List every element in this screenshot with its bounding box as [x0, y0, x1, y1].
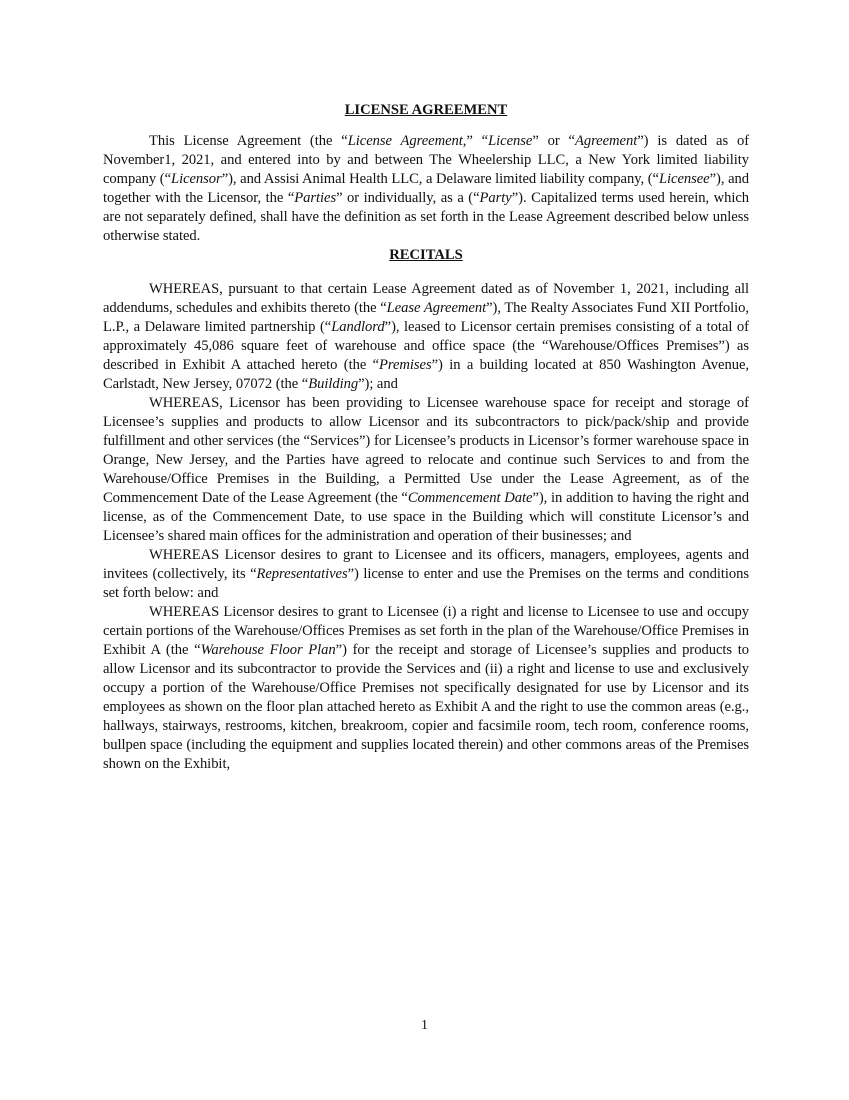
text-run: ”) is dated as of November1, 2021, and entered into by and between The Wheelership LLC, a New York limited liability company (“ — [103, 133, 750, 187]
defined-term: Representatives — [256, 566, 348, 582]
defined-term: Licensee — [658, 171, 710, 187]
text-run: ”), leased to Licensor certain premises consisting of a total of approximately 45,086 square feet of warehouse and office space (the “Warehouse/Offices Premises”) as described in Exhibit A attached hereto (the “ — [103, 319, 749, 373]
text-run: This License Agreement (the “ — [149, 133, 348, 149]
page-number: 1 — [421, 1018, 428, 1033]
text-run: WHEREAS Licensor desires to grant to Licensee (i) a right and license to Licensee to use and occupy certain portions of the Warehouse/Offices Premises as set forth in the plan of the Warehouse/Office Premises in Exhibit A (the “ — [103, 604, 749, 658]
defined-term: Commencement Date — [407, 490, 533, 506]
recitals-heading: RECITALS — [389, 247, 463, 263]
defined-term: License Agreement — [347, 133, 463, 149]
text-run: ”), The Realty Associates Fund XII Portfolio, L.P., a Delaware limited partnership (“ — [103, 300, 750, 335]
text-run: ”) license to enter and use the Premises on the terms and conditions set forth below: and — [103, 566, 749, 601]
text-run: ”), in addition to having the right and license, as of the Commencement Date, to use space in the Building which will constitute Licensor’s and Licensee’s shared main offices for the administration and operation of their businesses; and — [103, 490, 750, 544]
recital-paragraph-2 — [103, 394, 749, 546]
document-title: LICENSE AGREEMENT — [344, 102, 508, 118]
text-run: ”) for the receipt and storage of Licensee’s supplies and products to allow Licensor and its subcontractor to provide the Services and (ii) a right and license to use and exclusively occupy a portion of the Warehouse/Office Premises not specifically designated for use by Licensor and its employees as shown on the floor plan attached hereto as Exhibit A and the right to use the common areas (e.g., hallways, stairways, restrooms, kitchen, breakroom, copier and facsimile room, tech room, conference rooms, bullpen space (including the equipment and supplies located therein) and other commons areas of the Premises shown on the Exhibit, — [103, 642, 749, 772]
recital-paragraph-4 — [103, 603, 749, 774]
defined-term: Party — [479, 190, 512, 206]
text-run: WHEREAS, pursuant to that certain Lease Agreement dated as of November 1, 2021, including all addendums, schedules and exhibits thereto (the “ — [103, 281, 749, 316]
text-run: ”) in a building located at 850 Washington Avenue, Carlstadt, New Jersey, 07072 (the “ — [103, 357, 750, 392]
defined-term: Landlord — [331, 319, 385, 335]
text-run: WHEREAS Licensor desires to grant to Licensee and its officers, managers, employees, agents and invitees (collectively, its “ — [103, 547, 749, 582]
defined-term: Lease Agreement — [386, 300, 487, 316]
text-run: ”), and together with the Licensor, the “ — [103, 171, 749, 206]
text-run: ” or “ — [532, 133, 575, 149]
defined-term: Premises — [379, 357, 432, 373]
text-run: ”), and Assisi Animal Health LLC, a Delaware limited liability company, (“ — [221, 171, 659, 187]
defined-term: Building — [308, 376, 359, 392]
intro-paragraph — [103, 132, 749, 246]
text-run: ”); and — [358, 376, 398, 392]
defined-term: Warehouse Floor Plan — [200, 642, 336, 658]
recital-paragraph-1 — [103, 280, 749, 394]
recital-paragraph-3 — [103, 546, 749, 603]
document-body — [103, 101, 749, 774]
text-run: ”). Capitalized terms used herein, which are not separately defined, shall have the definition as set forth in the Lease Agreement described below unless otherwise stated. — [103, 190, 749, 244]
defined-term: Licensor — [171, 171, 222, 187]
text-run: ,” “ — [462, 133, 489, 149]
text-run: ” or individually, as a (“ — [336, 190, 480, 206]
defined-term: Agreement — [574, 133, 638, 149]
defined-term: Parties — [294, 190, 337, 206]
text-run: WHEREAS, Licensor has been providing to Licensee warehouse space for receipt and storage of Licensee’s supplies and products to allow Licensor and its subcontractors to pick/pack/ship and provide fulfillment and other services (the “Services”) for Licensee’s products in Licensor’s former warehouse space in Orange, New Jersey, and the Parties have agreed to relocate and continue such Services to and from the Warehouse/Office Premises in the Building, a Permitted Use under the Lease Agreement, as of the Commencement Date of the Lease Agreement (the “ — [103, 395, 749, 506]
defined-term: License — [488, 133, 533, 149]
